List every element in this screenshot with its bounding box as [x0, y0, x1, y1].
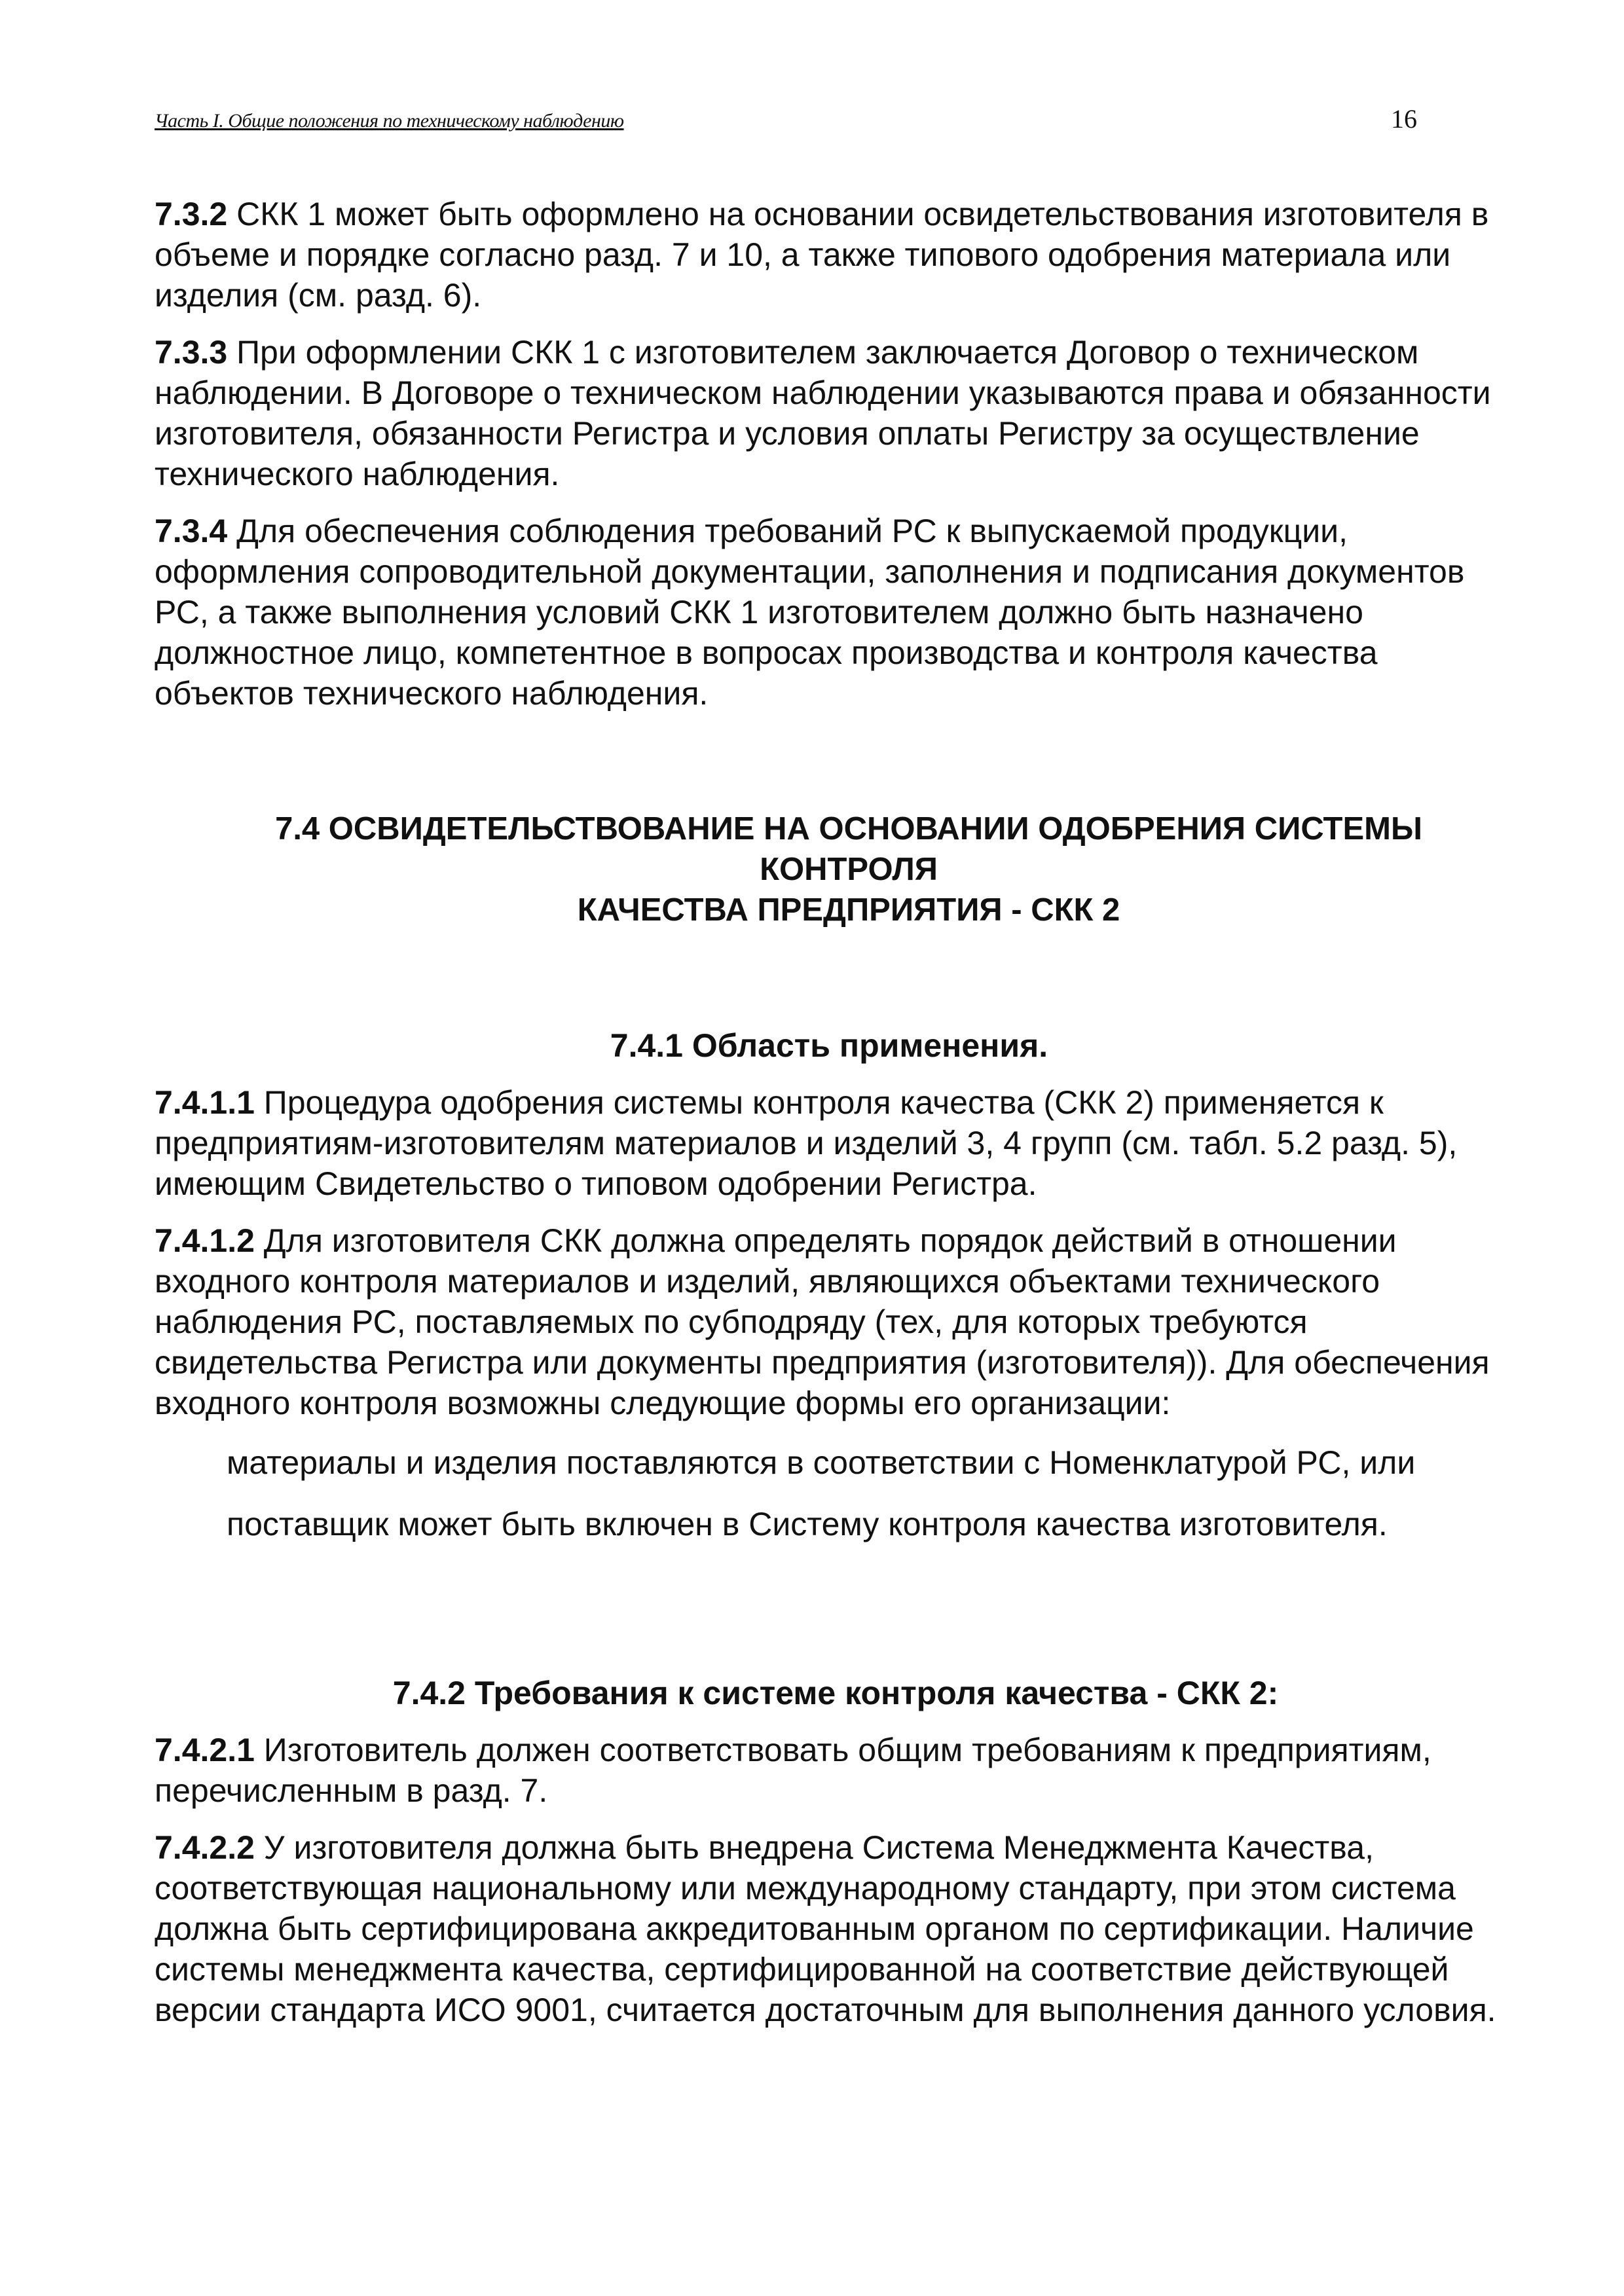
clause-number: 7.4.2.2	[155, 1829, 255, 1866]
clause-number: 7.4.2.1	[155, 1732, 255, 1768]
paragraph-7-4-1-2	[155, 1220, 1504, 1423]
paragraph-text: У изготовителя должна быть внедрена Система Менеджмента Качества, соответствующая национальному или международному стандарту, при этом система должна быть сертифицирована аккредитованным органом по сертификации. Наличие системы менеджмента качества, сертифицированной на соответствие действующей версии стандарта ИСО 9001, считается достаточным для выполнения данного условия.	[155, 1829, 1496, 2028]
section-heading-line: КАЧЕСТВА ПРЕДПРИЯТИЯ - СКК 2	[577, 892, 1120, 928]
subsection-heading-7-4-2: 7.4.2 Требования к системе контроля качества - СКК 2:	[392, 1675, 1279, 1711]
paragraph-7-4-1-1	[155, 1082, 1504, 1204]
running-header: Часть I. Общие положения по техническому наблюдению	[155, 110, 624, 132]
paragraph-text: Изготовитель должен соответствовать общим требованиям к предприятиям, перечисленным в разд. 7.	[155, 1732, 1431, 1809]
clause-number: 7.4.1.2	[155, 1222, 255, 1259]
page-number: 16	[1391, 104, 1417, 134]
paragraph-text: Для обеспечения соблюдения требований РС к выпускаемой продукции, оформления сопроводительной документации, заполнения и подписания документов РС, а также выполнения условий СКК 1 изготовителем должно быть назначено должностное лицо, компетентное в вопросах производства и контроля качества объектов технического наблюдения.	[155, 513, 1465, 712]
list-item: материалы и изделия поставляются в соответствии с Номенклатурой РС, или	[227, 1444, 1416, 1481]
clause-number: 7.3.4	[155, 513, 228, 549]
paragraph-text: Процедура одобрения системы контроля качества (СКК 2) применяется к предприятиям-изготовителям материалов и изделий 3, 4 групп (см. табл. 5.2 разд. 5), имеющим Свидетельство о типовом одобрении Регистра.	[155, 1084, 1458, 1202]
list-item: поставщик может быть включен в Систему контроля качества изготовителя.	[227, 1506, 1388, 1542]
paragraph-text: СКК 1 может быть оформлено на основании освидетельствования изготовителя в объеме и порядке согласно разд. 7 и 10, а также типового одобрения материала или изделия (см. разд. 6).	[155, 196, 1489, 314]
clause-number: 7.3.3	[155, 334, 228, 371]
paragraph-7-3-3	[155, 332, 1504, 494]
paragraph-7-4-2-1	[155, 1730, 1504, 1811]
paragraph-text: Для изготовителя СКК должна определять порядок действий в отношении входного контроля материалов и изделий, являющихся объектами технического наблюдения РС, поставляемых по субподряду (тех, для которых требуются свидетельства Регистра или документы предприятия (изготовителя)). Для обеспечения входного контроля возможны следующие формы его организации:	[155, 1222, 1490, 1421]
paragraph-7-3-2	[155, 194, 1504, 316]
clause-number: 7.3.2	[155, 196, 228, 232]
section-heading-7-4	[155, 809, 1504, 930]
paragraph-7-4-2-2	[155, 1827, 1504, 2030]
clause-number: 7.4.1.1	[155, 1084, 255, 1121]
paragraph-text: При оформлении СКК 1 с изготовителем заключается Договор о техническом наблюдении. В Договоре о техническом наблюдении указываются права и обязанности изготовителя, обязанности Регистра и условия оплаты Регистру за осуществление технического наблюдения.	[155, 334, 1491, 492]
page-content	[155, 194, 1504, 2047]
section-heading-line: 7.4 ОСВИДЕТЕЛЬСТВОВАНИЕ НА ОСНОВАНИИ ОДОБРЕНИЯ СИСТЕМЫ КОНТРОЛЯ	[275, 811, 1422, 887]
paragraph-7-3-4	[155, 511, 1504, 714]
subsection-heading-7-4-1: 7.4.1 Область применения.	[610, 1027, 1048, 1064]
